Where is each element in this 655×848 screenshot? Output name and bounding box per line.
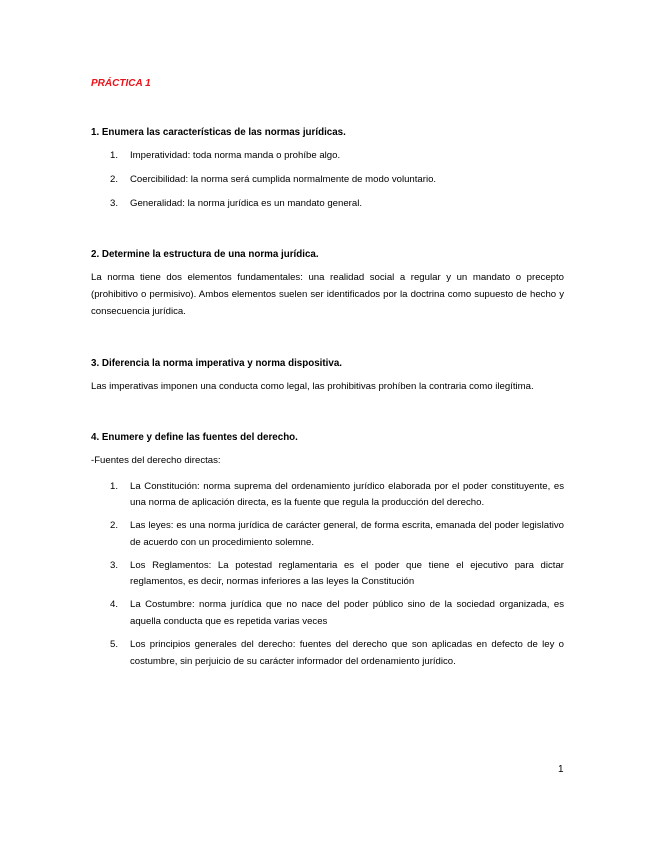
list-item-text: Imperatividad: toda norma manda o prohíbe algo. [130,149,341,161]
list-item [91,597,564,631]
list-item-text: Generalidad: la norma jurídica es un mandato general. [130,198,362,210]
question-3: 3. Diferencia la norma imperativa y norma dispositiva. [91,357,343,369]
list-item [91,172,564,189]
list-item [91,479,564,513]
list-item-text: Coercibilidad: la norma será cumplida normalmente de modo voluntario. [130,173,437,185]
sources-list [91,479,564,671]
list-item-text: La Constitución: norma suprema del ordenamiento jurídico elaborada por el poder constituyente, es una norma de aplicación directa, es la fuente que regula la producción del derecho. [130,480,564,509]
list-item [91,196,564,213]
sources-subheading: -Fuentes del derecho directas: [91,454,221,466]
page-number: 1 [558,764,564,775]
list-item-number: 1. [110,480,119,492]
list-item-text: Los principios generales del derecho: fuentes del derecho que son aplicadas en defecto de ley o costumbre, sin perjuicio de su carácter informador del ordenamiento jurídico. [130,638,564,667]
question-1: 1. Enumera las características de las normas jurídicas. [91,126,346,138]
list-item-number: 3. [110,198,119,210]
list-item-number: 2. [110,173,119,185]
list-item-text: Las leyes: es una norma jurídica de carácter general, de forma escrita, emanada del poder legislativo de acuerdo con un procedimiento solemne. [130,520,564,548]
document-content [91,76,564,676]
list-item [91,558,564,592]
answer-2: La norma tiene dos elementos fundamentales: una realidad social a regular y un mandato o precepto (prohibitivo o permisivo). Ambos elementos suelen ser identificados por la doctrina como supuesto de hecho y consecuencia jurídica. [91,272,564,317]
characteristics-list [91,148,564,213]
question-4: 4. Enumere y define las fuentes del derecho. [91,432,298,444]
list-item-number: 3. [110,559,119,571]
list-item [91,148,564,165]
list-item-number: 5. [110,638,119,650]
list-item-number: 1. [110,149,119,161]
answer-3: Las imperativas imponen una conducta como legal, las prohibitivas prohíben la contraria como ilegítima. [91,380,534,392]
list-item-number: 4. [110,599,119,611]
list-item [91,637,564,671]
page-title: PRÁCTICA 1 [91,78,151,89]
list-item [91,518,564,552]
list-item-text: La Costumbre: norma jurídica que no nace del poder público sino de la sociedad organizada, es aquella conducta que es repetida varias veces [130,599,564,627]
question-2: 2. Determine la estructura de una norma jurídica. [91,249,319,261]
list-item-number: 2. [110,520,119,532]
list-item-text: Los Reglamentos: La potestad reglamentaria es el poder que tiene el ejecutivo para dictar reglamentos, es decir, normas inferiores a las leyes la Constitución [130,559,564,588]
